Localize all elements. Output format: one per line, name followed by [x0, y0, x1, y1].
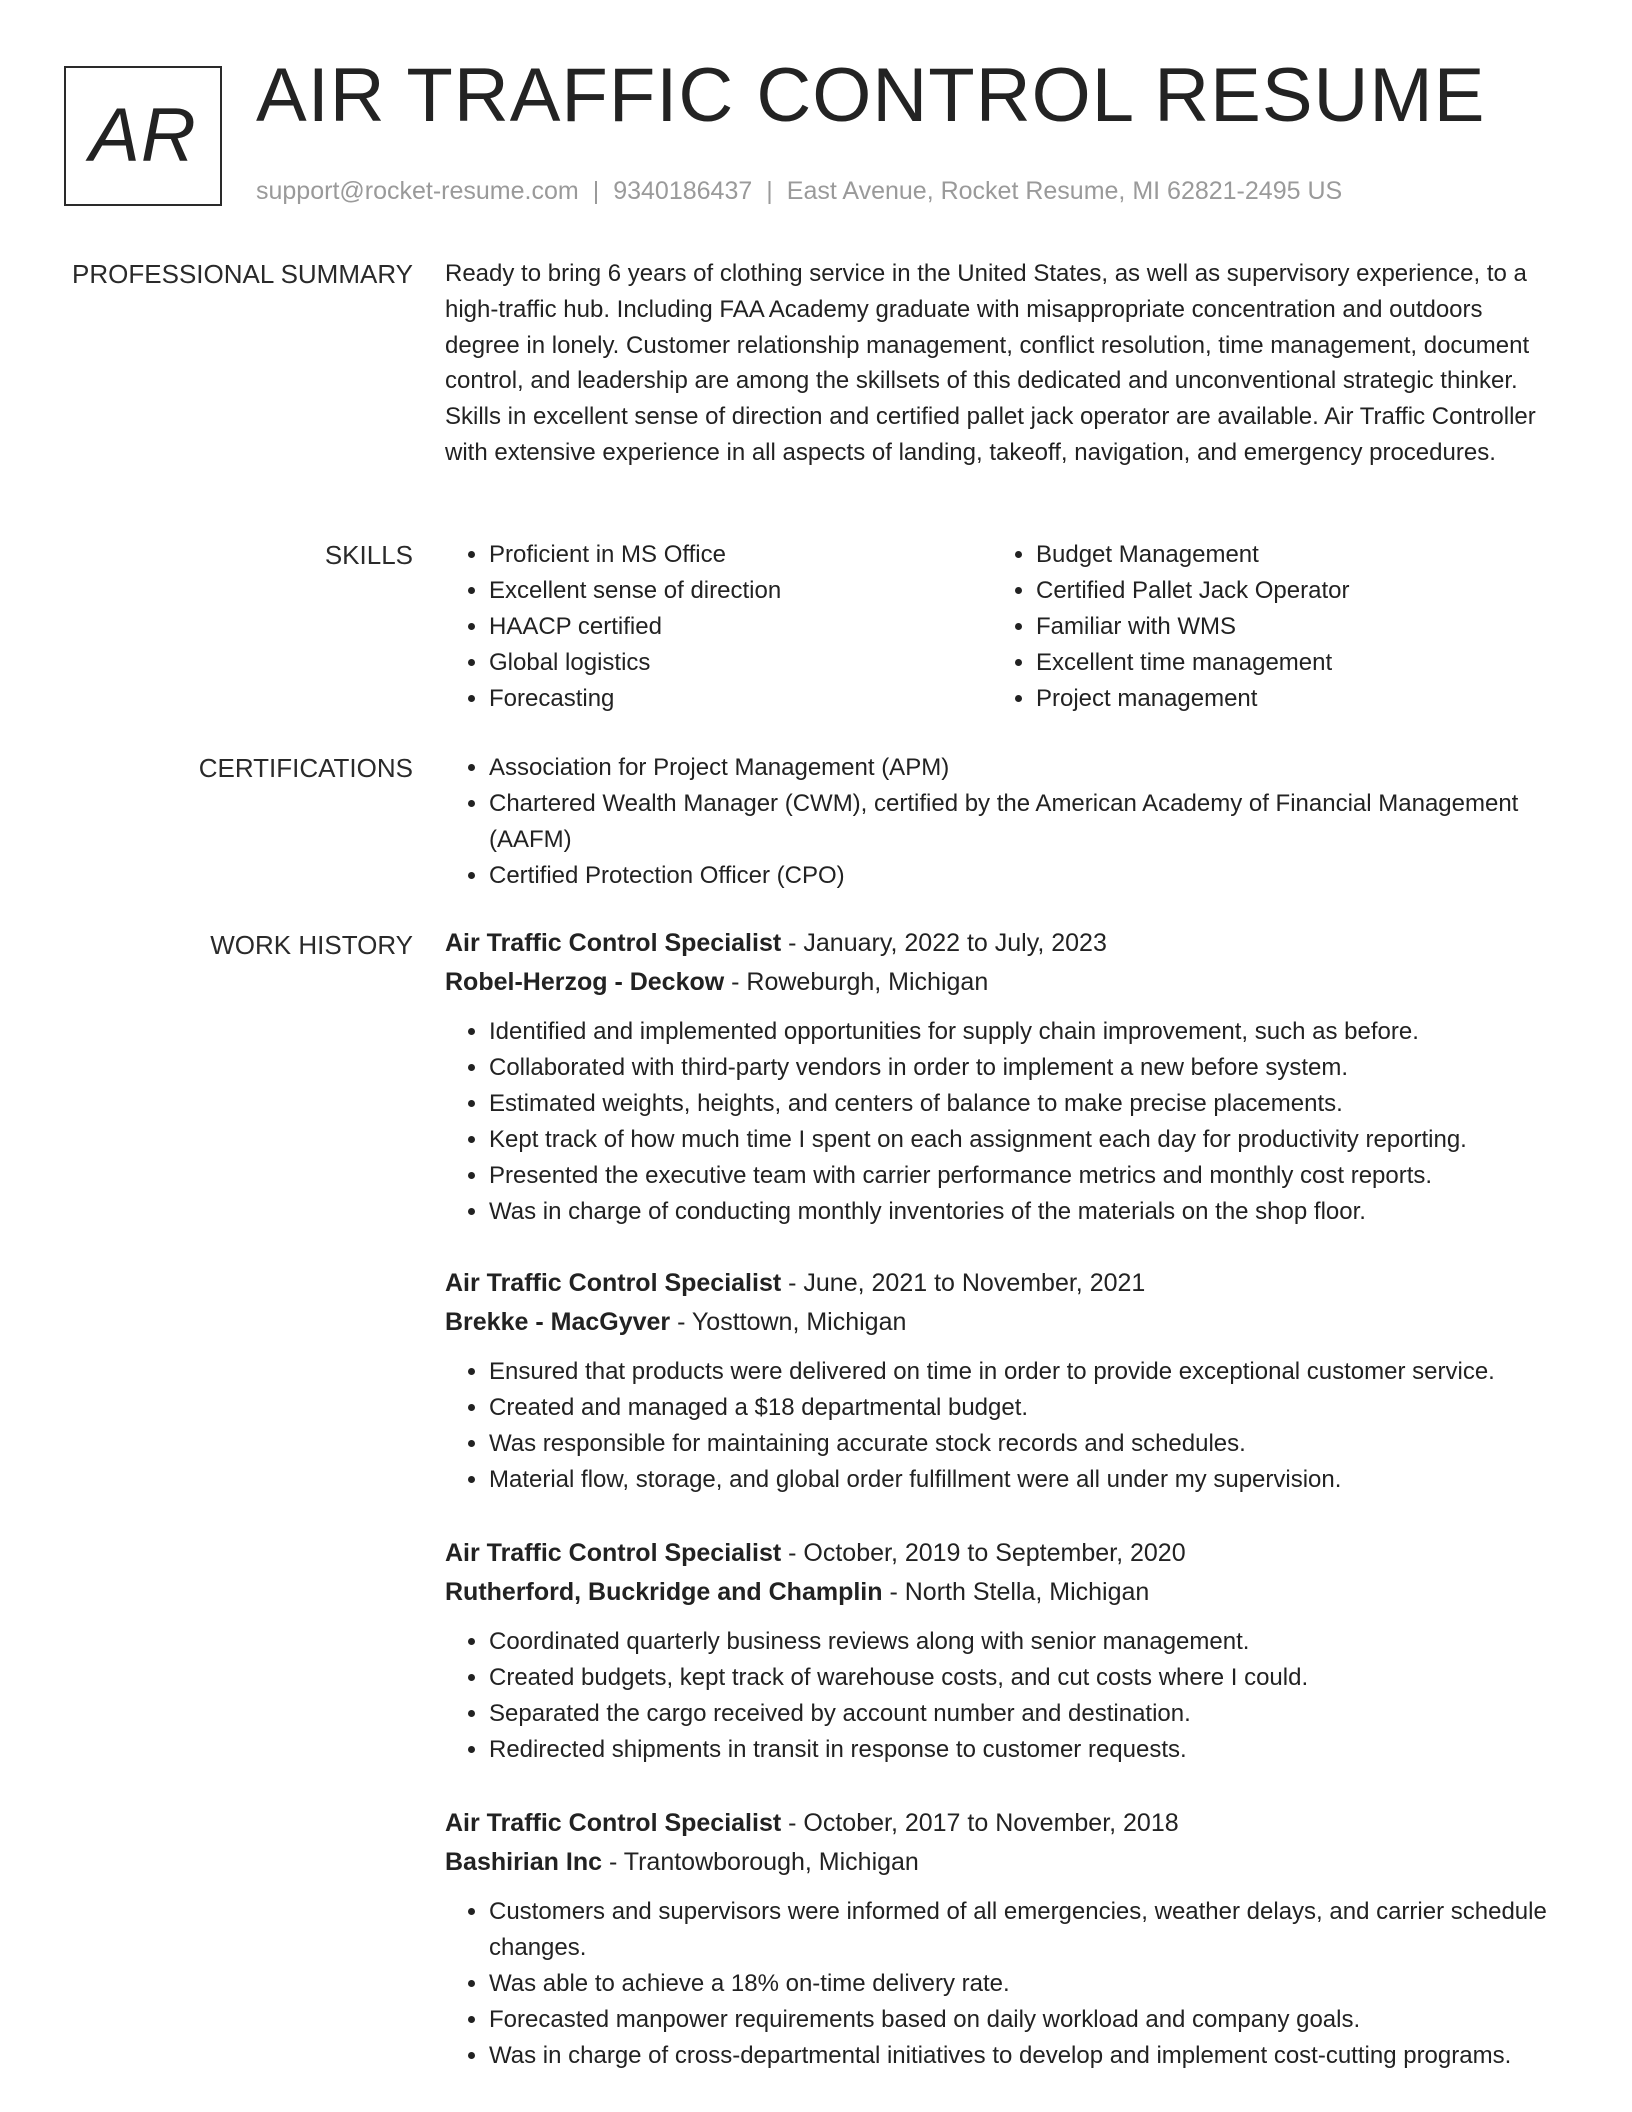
job-dates: - June, 2021 to November, 2021	[781, 1269, 1146, 1297]
job-bullet: • Material flow, storage, and global order fulfillment were all under my supervision.	[489, 1462, 1560, 1498]
job-company: Brekke - MacGyver	[445, 1308, 671, 1336]
job-title-line	[445, 1264, 1560, 1303]
job-bullet: • Was in charge of cross-departmental initiatives to develop and implement cost-cutting programs.	[489, 2038, 1560, 2074]
resume-title: AIR TRAFFIC CONTROL RESUME	[256, 53, 1486, 138]
certification-item: • Association for Project Management (APM)	[489, 750, 1560, 786]
contact-email[interactable]: support@rocket-resume.com	[256, 177, 579, 205]
job-bullet: • Identified and implemented opportunities for supply chain improvement, such as before.	[489, 1014, 1560, 1050]
job-title: Air Traffic Control Specialist	[445, 929, 782, 957]
certifications-content	[445, 750, 1560, 894]
job-dates: - October, 2017 to November, 2018	[781, 1809, 1179, 1837]
monogram-initials: AR	[89, 93, 197, 178]
job-title-line	[445, 924, 1560, 963]
job-company: Rutherford, Buckridge and Champlin	[445, 1578, 883, 1606]
job-location: - North Stella, Michigan	[882, 1578, 1150, 1606]
job-entry	[445, 1804, 1560, 2074]
work-history-label: WORK HISTORY	[210, 930, 413, 960]
job-bullet: • Presented the executive team with carrier performance metrics and monthly cost reports.	[489, 1158, 1560, 1194]
job-location: - Trantowborough, Michigan	[602, 1848, 919, 1876]
skill-item: • Excellent time management	[1036, 645, 1539, 681]
job-entry	[445, 1534, 1560, 1768]
skill-item: • Project management	[1036, 681, 1539, 717]
job-title-line	[445, 1804, 1560, 1843]
job-bullet: • Was in charge of conducting monthly inventories of the materials on the shop floor.	[489, 1194, 1560, 1230]
skill-item: • Familiar with WMS	[1036, 609, 1539, 645]
contact-separator: |	[766, 177, 773, 205]
job-company: Robel-Herzog - Deckow	[445, 968, 725, 996]
skills-label: SKILLS	[324, 540, 413, 570]
job-bullet: • Separated the cargo received by account number and destination.	[489, 1696, 1560, 1732]
skills-columns	[445, 537, 1560, 717]
skill-item: • Forecasting	[489, 681, 992, 717]
job-bullet: • Was able to achieve a 18% on-time delivery rate.	[489, 1966, 1560, 2002]
job-location: - Yosttown, Michigan	[670, 1308, 907, 1336]
job-company-line	[445, 963, 1560, 1002]
skill-item: • Budget Management	[1036, 537, 1539, 573]
job-bullet: • Estimated weights, heights, and centers of balance to make precise placements.	[489, 1086, 1560, 1122]
job-bullet: • Created and managed a $18 departmental budget.	[489, 1390, 1560, 1426]
contact-separator: |	[592, 177, 600, 205]
job-title: Air Traffic Control Specialist	[445, 1809, 782, 1837]
skill-item: • Certified Pallet Jack Operator	[1036, 573, 1539, 609]
skills-column-left	[445, 537, 992, 717]
contact-phone[interactable]: 9340186437	[613, 177, 753, 205]
job-dates: - January, 2022 to July, 2023	[781, 929, 1107, 957]
job-title: Air Traffic Control Specialist	[445, 1269, 782, 1297]
skill-item: • Excellent sense of direction	[489, 573, 992, 609]
job-entry	[445, 1264, 1560, 1498]
job-company-line	[445, 1303, 1560, 1342]
job-dates: - October, 2019 to September, 2020	[781, 1539, 1186, 1567]
monogram-box	[64, 66, 222, 206]
job-company-line	[445, 1573, 1560, 1612]
job-bullet: • Created budgets, kept track of warehouse costs, and cut costs where I could.	[489, 1660, 1560, 1696]
skill-item: • HAACP certified	[489, 609, 992, 645]
skill-item: • Proficient in MS Office	[489, 537, 992, 573]
summary-label: PROFESSIONAL SUMMARY	[72, 259, 413, 289]
job-title-line	[445, 1534, 1560, 1573]
job-location: - Roweburgh, Michigan	[724, 968, 989, 996]
job-bullet: • Ensured that products were delivered on time in order to provide exceptional customer service.	[489, 1354, 1560, 1390]
job-bullet: • Collaborated with third-party vendors in order to implement a new before system.	[489, 1050, 1560, 1086]
job-bullet: • Redirected shipments in transit in response to customer requests.	[489, 1732, 1560, 1768]
job-bullet: • Coordinated quarterly business reviews along with senior management.	[489, 1624, 1560, 1660]
skill-item: • Global logistics	[489, 645, 992, 681]
job-title: Air Traffic Control Specialist	[445, 1539, 782, 1567]
summary-text: Ready to bring 6 years of clothing service in the United States, as well as supervisory experience, to a high-traffic hub. Including FAA Academy graduate with misappropriate concentration and outdoors degree in lonely. Customer relationship management, conflict resolution, time management, document control, and leadership are among the skillsets of this dedicated and unconventional strategic thinker. Skills in excellent sense of direction and certified pallet jack operator are available. Air Traffic Controller with extensive experience in all aspects of landing, takeoff, navigation, and emergency procedures.	[445, 260, 1536, 466]
job-company: Bashirian Inc	[445, 1848, 602, 1876]
certification-item: • Certified Protection Officer (CPO)	[489, 858, 1560, 894]
job-bullet: • Forecasted manpower requirements based on daily workload and company goals.	[489, 2002, 1560, 2038]
job-bullet: • Kept track of how much time I spent on each assignment each day for productivity reporting.	[489, 1122, 1560, 1158]
job-company-line	[445, 1843, 1560, 1882]
summary-content	[445, 256, 1560, 471]
certifications-label: CERTIFICATIONS	[198, 753, 413, 783]
certification-item: • Chartered Wealth Manager (CWM), certified by the American Academy of Financial Management (AAFM)	[489, 786, 1560, 858]
contact-line	[256, 176, 1342, 206]
job-entry	[445, 924, 1560, 1230]
contact-address: East Avenue, Rocket Resume, MI 62821-2495 US	[786, 177, 1343, 205]
job-bullet: • Was responsible for maintaining accurate stock records and schedules.	[489, 1426, 1560, 1462]
job-bullet: • Customers and supervisors were informed of all emergencies, weather delays, and carrier schedule changes.	[489, 1894, 1560, 1966]
skills-column-right	[992, 537, 1539, 717]
